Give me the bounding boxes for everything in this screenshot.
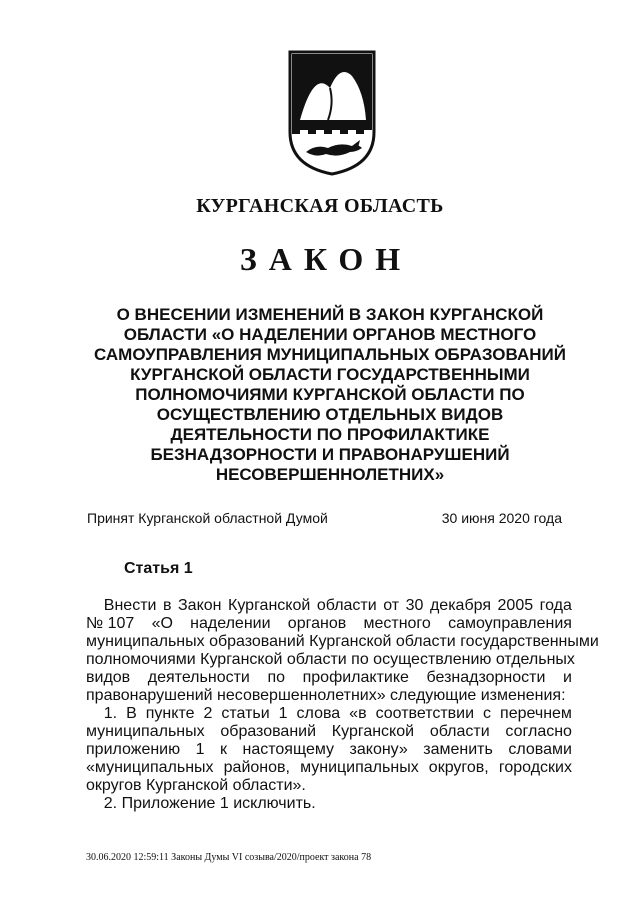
title-line: КУРГАНСКОЙ ОБЛАСТИ ГОСУДАРСТВЕННЫМИ bbox=[130, 365, 530, 384]
title-line: ОБЛАСТИ «О НАДЕЛЕНИИ ОРГАНОВ МЕСТНОГО bbox=[123, 325, 537, 344]
body-line bbox=[86, 759, 572, 777]
body-word: городских bbox=[498, 759, 572, 776]
region-name: КУРГАНСКАЯ ОБЛАСТЬ bbox=[196, 195, 444, 217]
body-word: видов bbox=[86, 669, 131, 686]
body-word: слова bbox=[296, 705, 341, 722]
body-word: 1 bbox=[278, 705, 288, 722]
body-word: муниципальных образований Курганской области государственными bbox=[86, 633, 599, 650]
body-word: 30 bbox=[405, 597, 424, 614]
body-word: настоящему bbox=[242, 741, 335, 758]
title-line: БЕЗНАДЗОРНОСТИ И ПРАВОНАРУШЕНИЙ bbox=[150, 445, 510, 464]
body-line bbox=[86, 741, 572, 759]
body-word: области bbox=[429, 723, 490, 740]
body-word: от bbox=[383, 597, 400, 614]
body-word: муниципальных bbox=[86, 723, 205, 740]
body-word: «в bbox=[349, 705, 367, 722]
body-word: 1 bbox=[195, 741, 205, 758]
body-word: закону» bbox=[349, 741, 408, 758]
body-line bbox=[86, 651, 575, 669]
body-word: «О bbox=[151, 615, 173, 632]
body-word: декабря bbox=[429, 597, 491, 614]
body-line bbox=[86, 723, 572, 741]
body-word: 2. Приложение 1 исключить. bbox=[86, 795, 316, 812]
body-line bbox=[86, 669, 572, 687]
document-type: ЗАКОН bbox=[239, 241, 413, 277]
adoption-date: 30 июня 2020 года bbox=[441, 510, 562, 526]
title-line: НЕСОВЕРШЕННОЛЕТНИХ» bbox=[215, 465, 445, 484]
body-word: в bbox=[162, 597, 172, 614]
body-word: полномочиями Курганской области по осуществлению отдельных bbox=[86, 651, 575, 668]
body-line bbox=[86, 597, 572, 615]
body-line bbox=[86, 705, 572, 723]
body-word: самоуправления bbox=[448, 615, 572, 632]
article-body bbox=[86, 597, 599, 813]
body-line bbox=[86, 687, 572, 705]
body-word: муниципальных bbox=[300, 759, 419, 776]
body-word: местного bbox=[363, 615, 431, 632]
body-word: статьи bbox=[221, 705, 270, 722]
body-word: и bbox=[563, 669, 572, 686]
body-line bbox=[86, 615, 572, 633]
body-word: Внести bbox=[86, 597, 157, 614]
law-title bbox=[80, 305, 580, 485]
body-word: года bbox=[539, 597, 572, 614]
body-line bbox=[86, 777, 572, 795]
body-word: В bbox=[126, 705, 137, 722]
footer-stamp: 30.06.2020 12:59:11 Законы Думы VI созыва/2020/проект закона 78 bbox=[86, 852, 372, 863]
title-line: ОСУЩЕСТВЛЕНИЮ ОТДЕЛЬНЫХ ВИДОВ bbox=[156, 405, 504, 424]
body-word: с bbox=[483, 705, 492, 722]
body-word: № 107 bbox=[86, 615, 135, 632]
body-word: согласно bbox=[505, 723, 572, 740]
body-line bbox=[86, 633, 599, 651]
body-word: соответствии bbox=[375, 705, 475, 722]
body-word: органов bbox=[287, 615, 347, 632]
body-line bbox=[86, 795, 572, 813]
body-word: 2005 bbox=[497, 597, 534, 614]
body-word: «муниципальных bbox=[86, 759, 214, 776]
body-word: заменить bbox=[423, 741, 493, 758]
body-word: Курганской bbox=[331, 723, 415, 740]
body-word: округов, bbox=[428, 759, 489, 776]
body-word: 2 bbox=[203, 705, 213, 722]
body-word: перечнем bbox=[500, 705, 572, 722]
article-heading: Статья 1 bbox=[124, 560, 193, 577]
title-line: ПОЛНОМОЧИЯМИ КУРГАНСКОЙ ОБЛАСТИ ПО bbox=[135, 385, 525, 404]
body-word: наделении bbox=[190, 615, 271, 632]
body-word: пункте bbox=[145, 705, 195, 722]
body-word: профилактике bbox=[302, 669, 409, 686]
title-line: О ВНЕСЕНИИ ИЗМЕНЕНИЙ В ЗАКОН КУРГАНСКОЙ bbox=[116, 305, 544, 324]
body-word: образований bbox=[220, 723, 317, 740]
coat-of-arms-icon bbox=[286, 48, 378, 176]
body-word: к bbox=[220, 741, 228, 758]
body-word: районов, bbox=[223, 759, 290, 776]
body-word: правонарушений несовершеннолетних» следующие изменения: bbox=[86, 687, 566, 704]
title-line: САМОУПРАВЛЕНИЯ МУНИЦИПАЛЬНЫХ ОБРАЗОВАНИЙ bbox=[94, 345, 566, 364]
body-word: округов Курганской области». bbox=[86, 777, 306, 794]
body-word: безнадзорности bbox=[426, 669, 546, 686]
body-word: по bbox=[267, 669, 286, 686]
body-word: словами bbox=[508, 741, 572, 758]
body-word: приложению bbox=[86, 741, 181, 758]
title-line: ДЕЯТЕЛЬНОСТИ ПО ПРОФИЛАКТИКЕ bbox=[170, 425, 490, 444]
body-word: деятельности bbox=[147, 669, 250, 686]
adopted-by: Принят Курганской областной Думой bbox=[87, 510, 328, 526]
body-word: области bbox=[316, 597, 377, 614]
body-word: Закон bbox=[178, 597, 222, 614]
body-word: 1. bbox=[86, 705, 118, 722]
body-word: Курганской bbox=[228, 597, 311, 614]
